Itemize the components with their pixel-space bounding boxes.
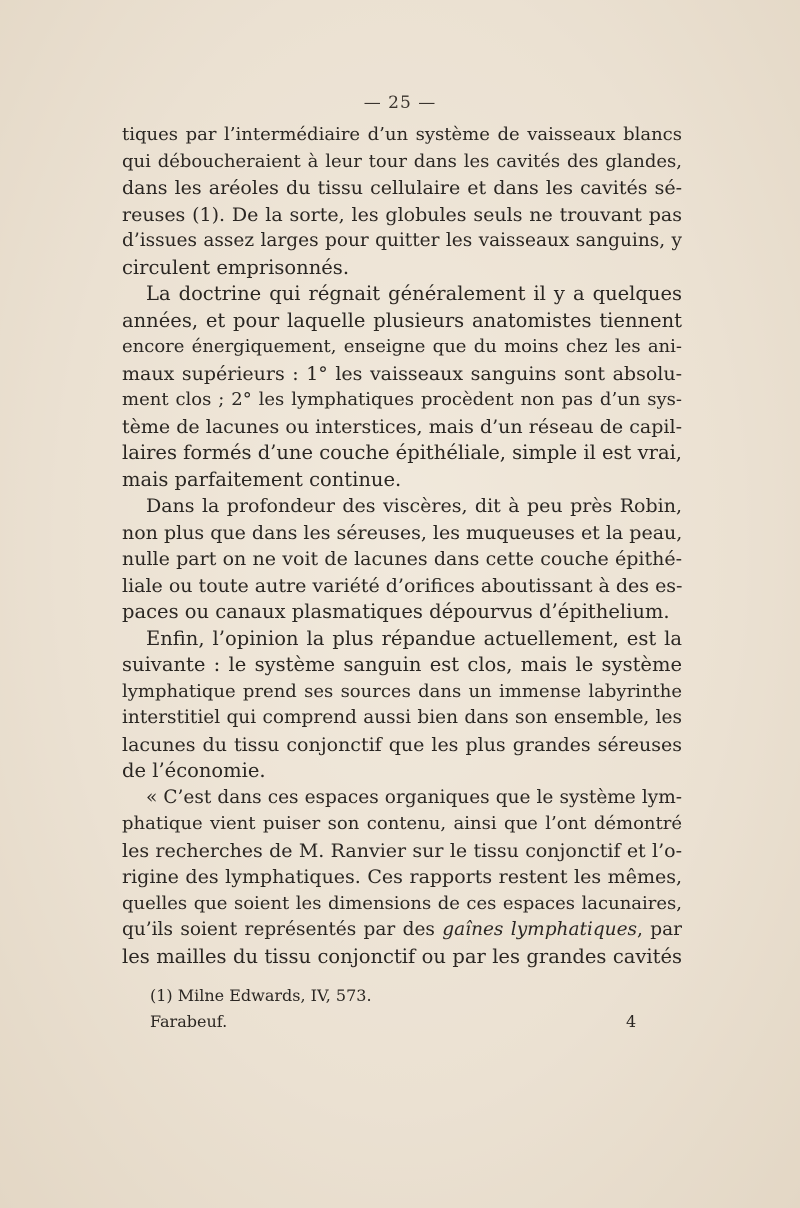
text-line: nulle part on ne voit de lacunes dans cette couche épithé-	[122, 548, 682, 570]
text-line: Enfin, l’opinion la plus répandue actuellement, est la	[146, 626, 682, 650]
text-line: dans les aréoles du tissu cellulaire et dans les cavités sé-	[122, 177, 682, 199]
text-line: lacunes du tissu conjonctif que les plus grandes séreuses	[122, 733, 682, 756]
text-line: mais parfaitement continue.	[122, 467, 402, 491]
body-text	[122, 122, 682, 970]
italic-term: gaînes lymphatiques	[442, 919, 638, 940]
text-line: tème de lacunes ou interstices, mais d’un réseau de capil-	[122, 415, 682, 438]
footnote: (1) Milne Edwards, IV, 573.	[150, 986, 372, 1005]
text-line: les recherches de M. Ranvier sur le tissu conjonctif et l’o-	[122, 839, 682, 862]
text-line: La doctrine qui régnait généralement il y a quelques	[146, 282, 682, 305]
text-line: paces ou canaux plasmatiques dépourvus d’épithelium.	[122, 600, 670, 623]
text-line: liale ou toute autre variété d’orifices aboutissant à des es-	[122, 574, 683, 597]
text-line: d’issues assez larges pour quitter les vaisseaux sanguins, y	[122, 230, 682, 251]
text-line: suivante : le système sanguin est clos, mais le système	[122, 653, 682, 676]
text-line: encore énergiquement, enseigne que du moins chez les ani-	[122, 336, 682, 357]
text-line: lymphatique prend ses sources dans un immense labyrinthe	[122, 680, 682, 702]
text-line: non plus que dans les séreuses, les muqueuses et la peau,	[122, 521, 683, 544]
text-line: maux supérieurs : 1° les vaisseaux sanguins sont absolu-	[122, 362, 682, 385]
text-line: reuses (1). De la sorte, les globules seuls ne trouvant pas	[122, 203, 682, 226]
text-line: phatique vient puiser son contenu, ainsi que l’ont démontré	[122, 813, 682, 834]
text-line: ment clos ; 2° les lymphatiques procèdent non pas d’un sys-	[122, 389, 682, 410]
text-line: circulent emprisonnés.	[122, 255, 350, 279]
text-segment: , par	[637, 919, 683, 940]
text-line: « C’est dans ces espaces organiques que le système lym-	[146, 786, 682, 808]
text-line	[122, 917, 682, 944]
text-line: interstitiel qui comprend aussi bien dans son ensemble, les	[122, 707, 682, 728]
text-line: laires formés d’une couche épithéliale, simple il est vrai,	[122, 441, 682, 464]
text-line: rigine des lymphatiques. Ces rapports restent les mêmes,	[122, 866, 682, 888]
text-segment: qu’ils soient représentés par des	[122, 919, 443, 940]
signature-mark: Farabeuf.	[150, 1012, 228, 1031]
text-line: qui déboucheraient à leur tour dans les cavités des glandes,	[122, 150, 682, 172]
text-line: les mailles du tissu conjonctif ou par les grandes cavités	[122, 944, 682, 968]
page-number: — 25 —	[363, 93, 437, 113]
text-line: de l’économie.	[122, 759, 266, 782]
text-line: tiques par l’intermédiaire d’un système de vaisseaux blancs	[122, 124, 682, 145]
text-line: années, et pour laquelle plusieurs anatomistes tiennent	[122, 308, 682, 332]
text-line: Dans la profondeur des viscères, dit à peu près Robin,	[146, 495, 682, 517]
sheet-mark: 4	[626, 1012, 637, 1031]
text-line: quelles que soient les dimensions de ces espaces lacunaires,	[122, 892, 682, 914]
